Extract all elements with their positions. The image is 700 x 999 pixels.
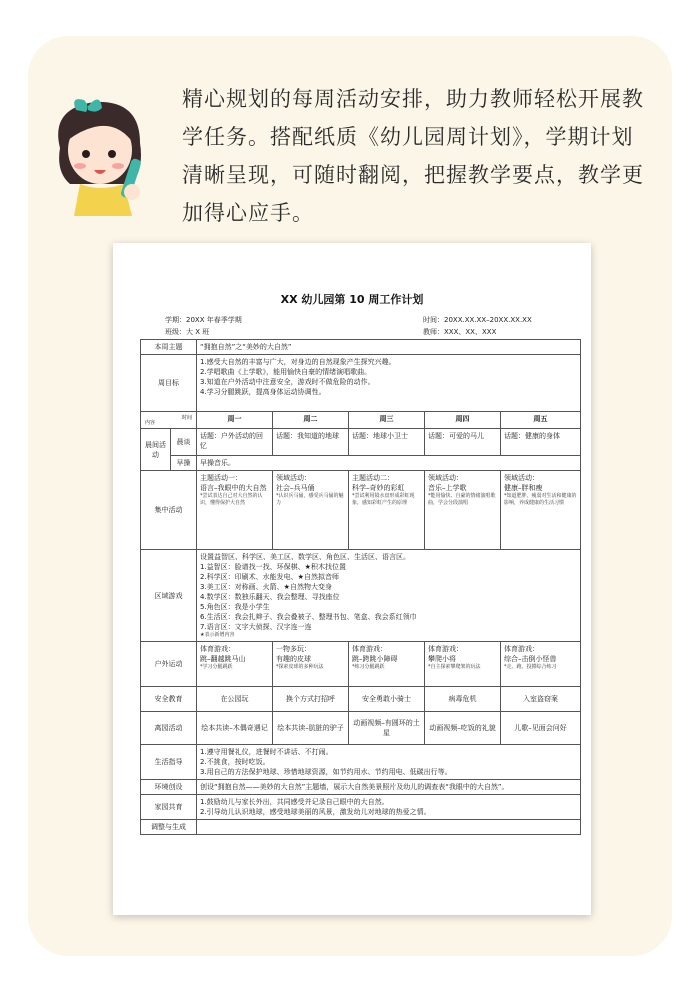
outdoor-cell — [197, 642, 273, 687]
environment-label: 环境创设 — [141, 780, 197, 795]
focus-head: 主题活动一： — [200, 474, 242, 482]
outdoor-cell — [273, 642, 349, 687]
afternoon-cell: 绘本共读–木偶奇遇记 — [197, 712, 273, 745]
focus-note: *尝试表达自己对大自然的认识，懂得保护大自然 — [200, 493, 263, 506]
life-item: 1.遵守用餐礼仪，进餐时不讲话、不打闹。 — [200, 748, 333, 756]
area-item: 1.益智区：脸谱找一找、环保棋、★积木找位置 — [200, 563, 346, 571]
outdoor-note: *练习分腿跳跃 — [352, 664, 385, 670]
focus-cell — [349, 471, 425, 550]
day-header: 周三 — [349, 412, 425, 429]
outdoor-cell — [425, 642, 501, 687]
area-item: 3.美工区：对称画、火箭、★自然物大变身 — [200, 583, 332, 591]
theme-value: “拥抱自然”之“美妙的大自然” — [197, 340, 581, 355]
time-info: 时间：20XX.XX.XX–20XX.XX.XX — [423, 316, 532, 324]
safety-label: 安全教育 — [141, 687, 197, 712]
outdoor-head: 体育游戏： — [504, 645, 539, 653]
intro-paragraph — [182, 80, 662, 232]
focus-cell — [197, 471, 273, 550]
girl-mascot-illustration — [40, 88, 160, 218]
document-title: XX 幼儿园第 10 周工作计划 — [280, 293, 424, 306]
outdoor-cell — [349, 642, 425, 687]
term-info: 学期：20XX 年春季学期 — [165, 316, 242, 324]
safety-cell: 换个方式打招呼 — [273, 687, 349, 712]
teacher-info: 教师：XXX、XX、XXX — [423, 328, 497, 336]
area-item: 4.数学区：数独乐翻天、我会整理、寻找座位 — [200, 593, 340, 601]
goal-item: 2.学唱歌曲《上学歌》，能用愉快自豪的情绪演唱歌曲。 — [200, 368, 372, 376]
outdoor-head: 一物多玩： — [276, 645, 311, 653]
area-item: 7.语言区：文字大侦探、汉字连一连 — [200, 623, 312, 631]
outdoor-title: 跳–翻越跳马山 — [200, 655, 246, 663]
life-item: 2.不挑食，按时吃饭。 — [200, 758, 270, 766]
talk-cell: 话题：可爱的马儿 — [425, 429, 501, 456]
area-item: 5.角色区：我是小学生 — [200, 603, 270, 611]
area-item: 设置益智区、科学区、美工区、数学区、角色区、生活区、语言区。 — [200, 553, 410, 561]
intro-line: 精心规划的每周活动安排，助力教师轻松开展教 — [182, 87, 644, 111]
talk-cell: 话题：户外活动的回忆 — [197, 429, 273, 456]
outdoor-title: 有趣的皮球 — [276, 655, 311, 663]
safety-cell: 入室盗窃案 — [501, 687, 581, 712]
focus-title: 社会–兵马俑 — [276, 484, 315, 492]
intro-line: 清晰呈现，可随时翻阅，把握教学要点，教学更 — [182, 163, 644, 187]
life-list — [197, 745, 581, 780]
day-header-row — [141, 412, 581, 429]
focus-title: 健康–胖和瘦 — [504, 484, 543, 492]
focus-head: 领域活动： — [428, 474, 463, 482]
safety-cell: 病毒危机 — [425, 687, 501, 712]
goals-list — [197, 355, 581, 412]
focus-title: 语言–我眼中的大自然 — [200, 484, 267, 492]
focus-note: *能用愉快、自豪的情绪演唱歌曲，学会分段演唱 — [428, 493, 496, 506]
corner-content-label: 内容 — [145, 420, 156, 426]
weekly-plan-sheet — [113, 243, 591, 915]
goal-item: 3.知道在户外活动中注意安全，游戏时不做危险的动作。 — [200, 378, 375, 386]
outdoor-title: 综合–击倒小怪兽 — [504, 655, 557, 663]
intro-line: 加得心应手。 — [182, 201, 314, 225]
area-item: 2.科学区：印刷术、水能发电、★自然拟音师 — [200, 573, 339, 581]
outdoor-note: *走、跑、投掷综合练习 — [504, 664, 557, 670]
talk-label: 晨谈 — [171, 429, 197, 456]
area-label: 区域游戏 — [141, 550, 197, 642]
outdoor-label: 户外运动 — [141, 642, 197, 687]
focus-cell — [425, 471, 501, 550]
home-row — [141, 795, 581, 820]
focus-head: 主题活动二： — [352, 474, 394, 482]
exercise-value: 早操音乐。 — [197, 456, 581, 471]
focus-note: *尝试利用镜水盘形成彩虹现象，感知彩虹产生的原理 — [352, 493, 415, 506]
focus-note: *认识兵马俑，感受兵马俑的魅力 — [276, 493, 344, 506]
goals-label: 周目标 — [141, 355, 197, 412]
outdoor-cell — [501, 642, 581, 687]
goal-item: 4.学习分腿跳跃，提高身体运动协调性。 — [200, 388, 326, 396]
outdoor-title: 攀爬小将 — [428, 655, 456, 663]
focus-title: 音乐–上学歌 — [428, 484, 467, 492]
life-row — [141, 745, 581, 780]
goals-row — [141, 355, 581, 412]
area-list — [197, 550, 581, 642]
morning-talk-row — [141, 429, 581, 456]
day-header: 周一 — [197, 412, 273, 429]
area-item: 6.生活区：我会扎辫子、我会叠被子、整理书包、笔盒、我会系红领巾 — [200, 613, 417, 621]
focus-head: 领域活动： — [276, 474, 311, 482]
class-info: 班级：大 X 班 — [165, 328, 210, 336]
safety-row — [141, 687, 581, 712]
afternoon-label: 离园活动 — [141, 712, 197, 745]
home-item: 1.鼓励幼儿与家长外出，共同感受并记录自己眼中的大自然。 — [200, 798, 389, 806]
talk-cell: 话题：地球小卫士 — [349, 429, 425, 456]
adjust-row — [141, 820, 581, 835]
outdoor-note: *探索皮球的多种玩法 — [276, 664, 324, 670]
adjust-value — [197, 820, 581, 835]
day-header: 周五 — [501, 412, 581, 429]
exercise-label: 早操 — [171, 456, 197, 471]
area-note: ★表示新增内容 — [200, 632, 235, 638]
exercise-row — [141, 456, 581, 471]
outdoor-title: 跳–跨跳小障碍 — [352, 655, 398, 663]
focus-cell — [273, 471, 349, 550]
focus-label: 集中活动 — [141, 471, 197, 550]
weekly-plan-table — [140, 339, 581, 835]
afternoon-cell: 动画视频–有圆环的土星 — [349, 712, 425, 745]
afternoon-cell: 动画视频–吃饭的礼貌 — [425, 712, 501, 745]
focus-title: 科学–奇妙的彩虹 — [352, 484, 405, 492]
adjust-label: 调整与生成 — [141, 820, 197, 835]
theme-row — [141, 340, 581, 355]
home-item: 2.引导幼儿认识地球，感受地球美丽的风景，激发幼儿对地球的热爱之情。 — [200, 808, 431, 816]
afternoon-cell: 儿歌–见面会问好 — [501, 712, 581, 745]
outdoor-head: 体育游戏： — [428, 645, 463, 653]
environment-row — [141, 780, 581, 795]
morning-label: 晨间活动 — [141, 429, 171, 471]
home-list — [197, 795, 581, 820]
afternoon-cell: 绘本共读–肮脏的驴子 — [273, 712, 349, 745]
header-corner — [141, 412, 197, 429]
focus-head: 领域活动： — [504, 474, 539, 482]
outdoor-row — [141, 642, 581, 687]
talk-cell: 话题：我知道的地球 — [273, 429, 349, 456]
safety-cell: 安全勇敢小骑士 — [349, 687, 425, 712]
safety-cell: 在公园玩 — [197, 687, 273, 712]
focus-note: *知道肥胖、瘦弱对生活和健康的影响，养成健康的生活习惯 — [504, 493, 577, 506]
day-header: 周二 — [273, 412, 349, 429]
life-label: 生活指导 — [141, 745, 197, 780]
afternoon-row — [141, 712, 581, 745]
corner-time-label: 时间 — [181, 415, 192, 421]
talk-cell: 话题：健康的身体 — [501, 429, 581, 456]
intro-line: 学任务。搭配纸质《幼儿园周计划》，学期计划 — [182, 125, 634, 149]
home-label: 家园共育 — [141, 795, 197, 820]
outdoor-head: 体育游戏： — [200, 645, 235, 653]
theme-label: 本周主题 — [141, 340, 197, 355]
day-header: 周四 — [425, 412, 501, 429]
outdoor-note: *自主探索攀爬架的玩法 — [428, 664, 481, 670]
goal-item: 1.感受大自然的丰富与广大，对身边的自然现象产生探究兴趣。 — [200, 358, 396, 366]
life-item: 3.用自己的方法保护地球、珍惜地球资源，如节约用水、节约用电、低碳出行等。 — [200, 768, 452, 776]
focus-row — [141, 471, 581, 550]
environment-value: 创设“拥抱自然——美妙的大自然”主题墙，展示大自然美景照片及幼儿的调查表“我眼中的大自然”。 — [197, 780, 581, 795]
outdoor-head: 体育游戏： — [352, 645, 387, 653]
focus-cell — [501, 471, 581, 550]
area-row — [141, 550, 581, 642]
outdoor-note: *学习分腿跳跃 — [200, 664, 233, 670]
